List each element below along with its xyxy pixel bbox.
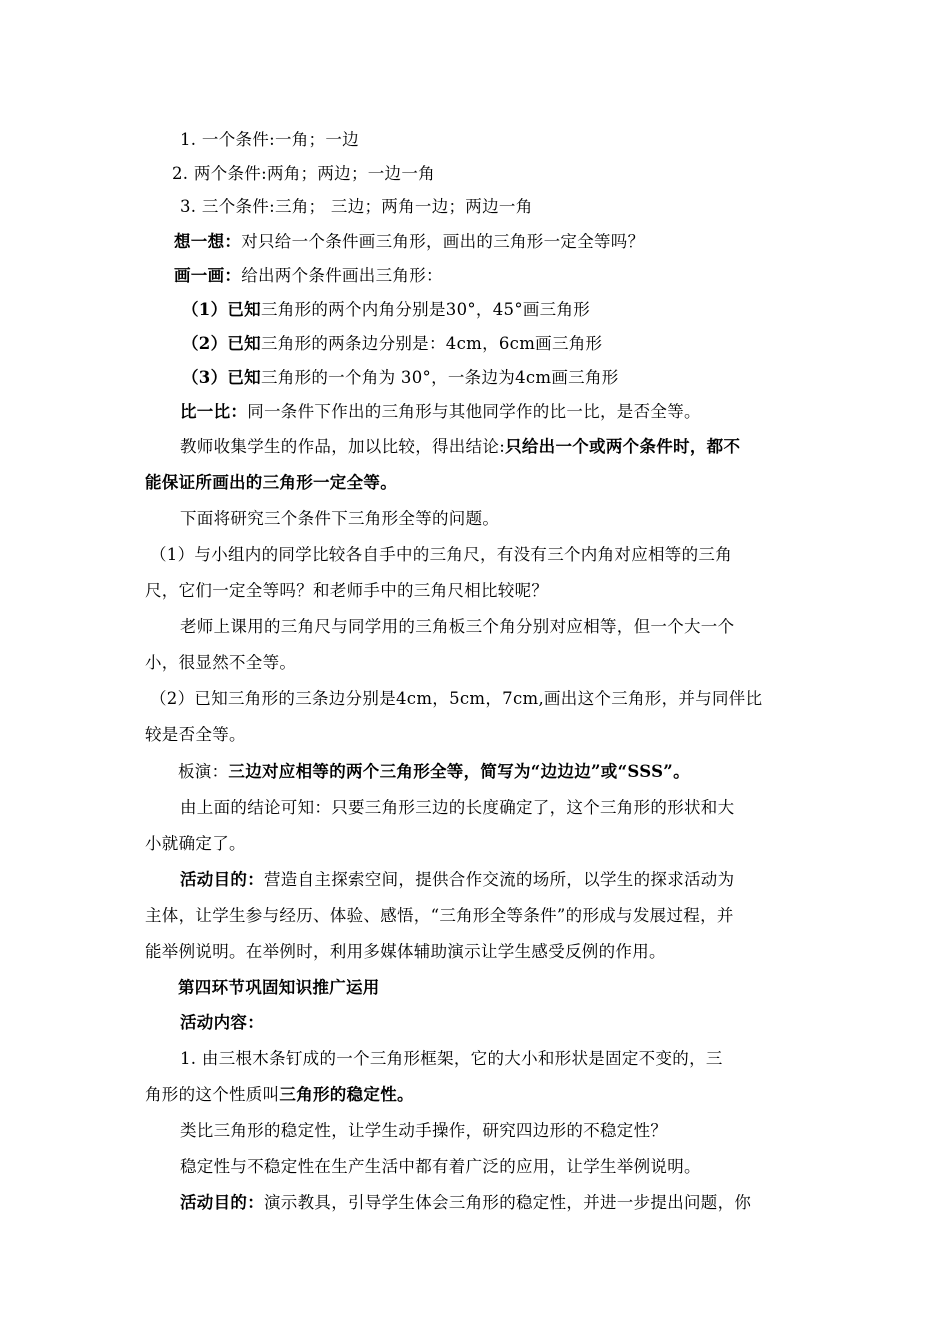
- draw-item-2: （2）已知三角形的两条边分别是：4cm，6cm画三角形: [182, 334, 603, 353]
- stability-line1: 1. 由三根木条钉成的一个三角形框架，它的大小和形状是固定不变的，三: [180, 1049, 723, 1068]
- board-demo-paragraph: 板演：三边对应相等的两个三角形全等，简写为“边边边”或“SSS”。: [178, 762, 690, 781]
- application-paragraph: 稳定性与不稳定性在生产生活中都有着广泛的应用，让学生举例说明。: [180, 1157, 701, 1176]
- stability-line2: 角形的这个性质叫三角形的稳定性。: [145, 1085, 414, 1104]
- teacher-conclusion-line1: 教师收集学生的作品，加以比较，得出结论:只给出一个或两个条件时，都不: [180, 437, 741, 456]
- activity-purpose-line3: 能举例说明。在举例时，利用多媒体辅助演示让学生感受反例的作用。: [145, 942, 666, 961]
- question-2-line1: （2）已知三角形的三条边分别是4cm，5cm，7cm,画出这个三角形，并与同伴比: [150, 689, 763, 708]
- question-1-line2: 尺，它们一定全等吗？和老师手中的三角尺相比较呢？: [145, 581, 549, 600]
- activity-content-heading: 活动内容：: [180, 1013, 264, 1032]
- think-paragraph: 想一想：对只给一个条件画三角形，画出的三角形一定全等吗？: [174, 232, 645, 251]
- question-2-line2: 较是否全等。: [145, 725, 246, 744]
- condition-one: 1. 一个条件:一角；一边: [180, 130, 359, 149]
- teacher-triangle-line2: 小，很显然不全等。: [145, 653, 297, 672]
- sss-conclusion-line2: 小就确定了。: [145, 834, 246, 853]
- teacher-triangle-line1: 老师上课用的三角尺与同学用的三角板三个角分别对应相等，但一个大一个: [180, 617, 735, 636]
- teacher-conclusion-line2: 能保证所画出的三角形一定全等。: [145, 473, 397, 492]
- activity-purpose-line1: 活动目的：营造自主探索空间，提供合作交流的场所，以学生的探求活动为: [180, 870, 735, 889]
- draw-paragraph: 画一画：给出两个条件画出三角形：: [174, 266, 443, 285]
- next-study-paragraph: 下面将研究三个条件下三角形全等的问题。: [180, 509, 500, 528]
- draw-item-3: （3）已知三角形的一个角为 30°，一条边为4cm画三角形: [182, 368, 619, 387]
- draw-item-1: （1）已知三角形的两个内角分别是30°，45°画三角形: [182, 300, 591, 319]
- quadrilateral-paragraph: 类比三角形的稳定性，让学生动手操作，研究四边形的不稳定性？: [180, 1121, 668, 1140]
- condition-three: 3. 三个条件:三角； 三边；两角一边；两边一角: [180, 197, 533, 216]
- condition-two: 2. 两个条件:两角；两边；一边一角: [172, 164, 435, 183]
- question-1-line1: （1）与小组内的同学比较各自手中的三角尺，有没有三个内角对应相等的三角: [150, 545, 732, 564]
- sss-conclusion-line1: 由上面的结论可知：只要三角形三边的长度确定了，这个三角形的形状和大: [180, 798, 735, 817]
- compare-paragraph: 比一比：同一条件下作出的三角形与其他同学作的比一比，是否全等。: [180, 402, 701, 421]
- activity-purpose-2: 活动目的：演示教具，引导学生体会三角形的稳定性，并进一步提出问题，你: [180, 1193, 752, 1212]
- section-heading: 第四环节巩固知识推广运用: [178, 978, 380, 997]
- activity-purpose-line2: 主体，让学生参与经历、体验、感悟，“三角形全等条件”的形成与发展过程，并: [145, 906, 734, 925]
